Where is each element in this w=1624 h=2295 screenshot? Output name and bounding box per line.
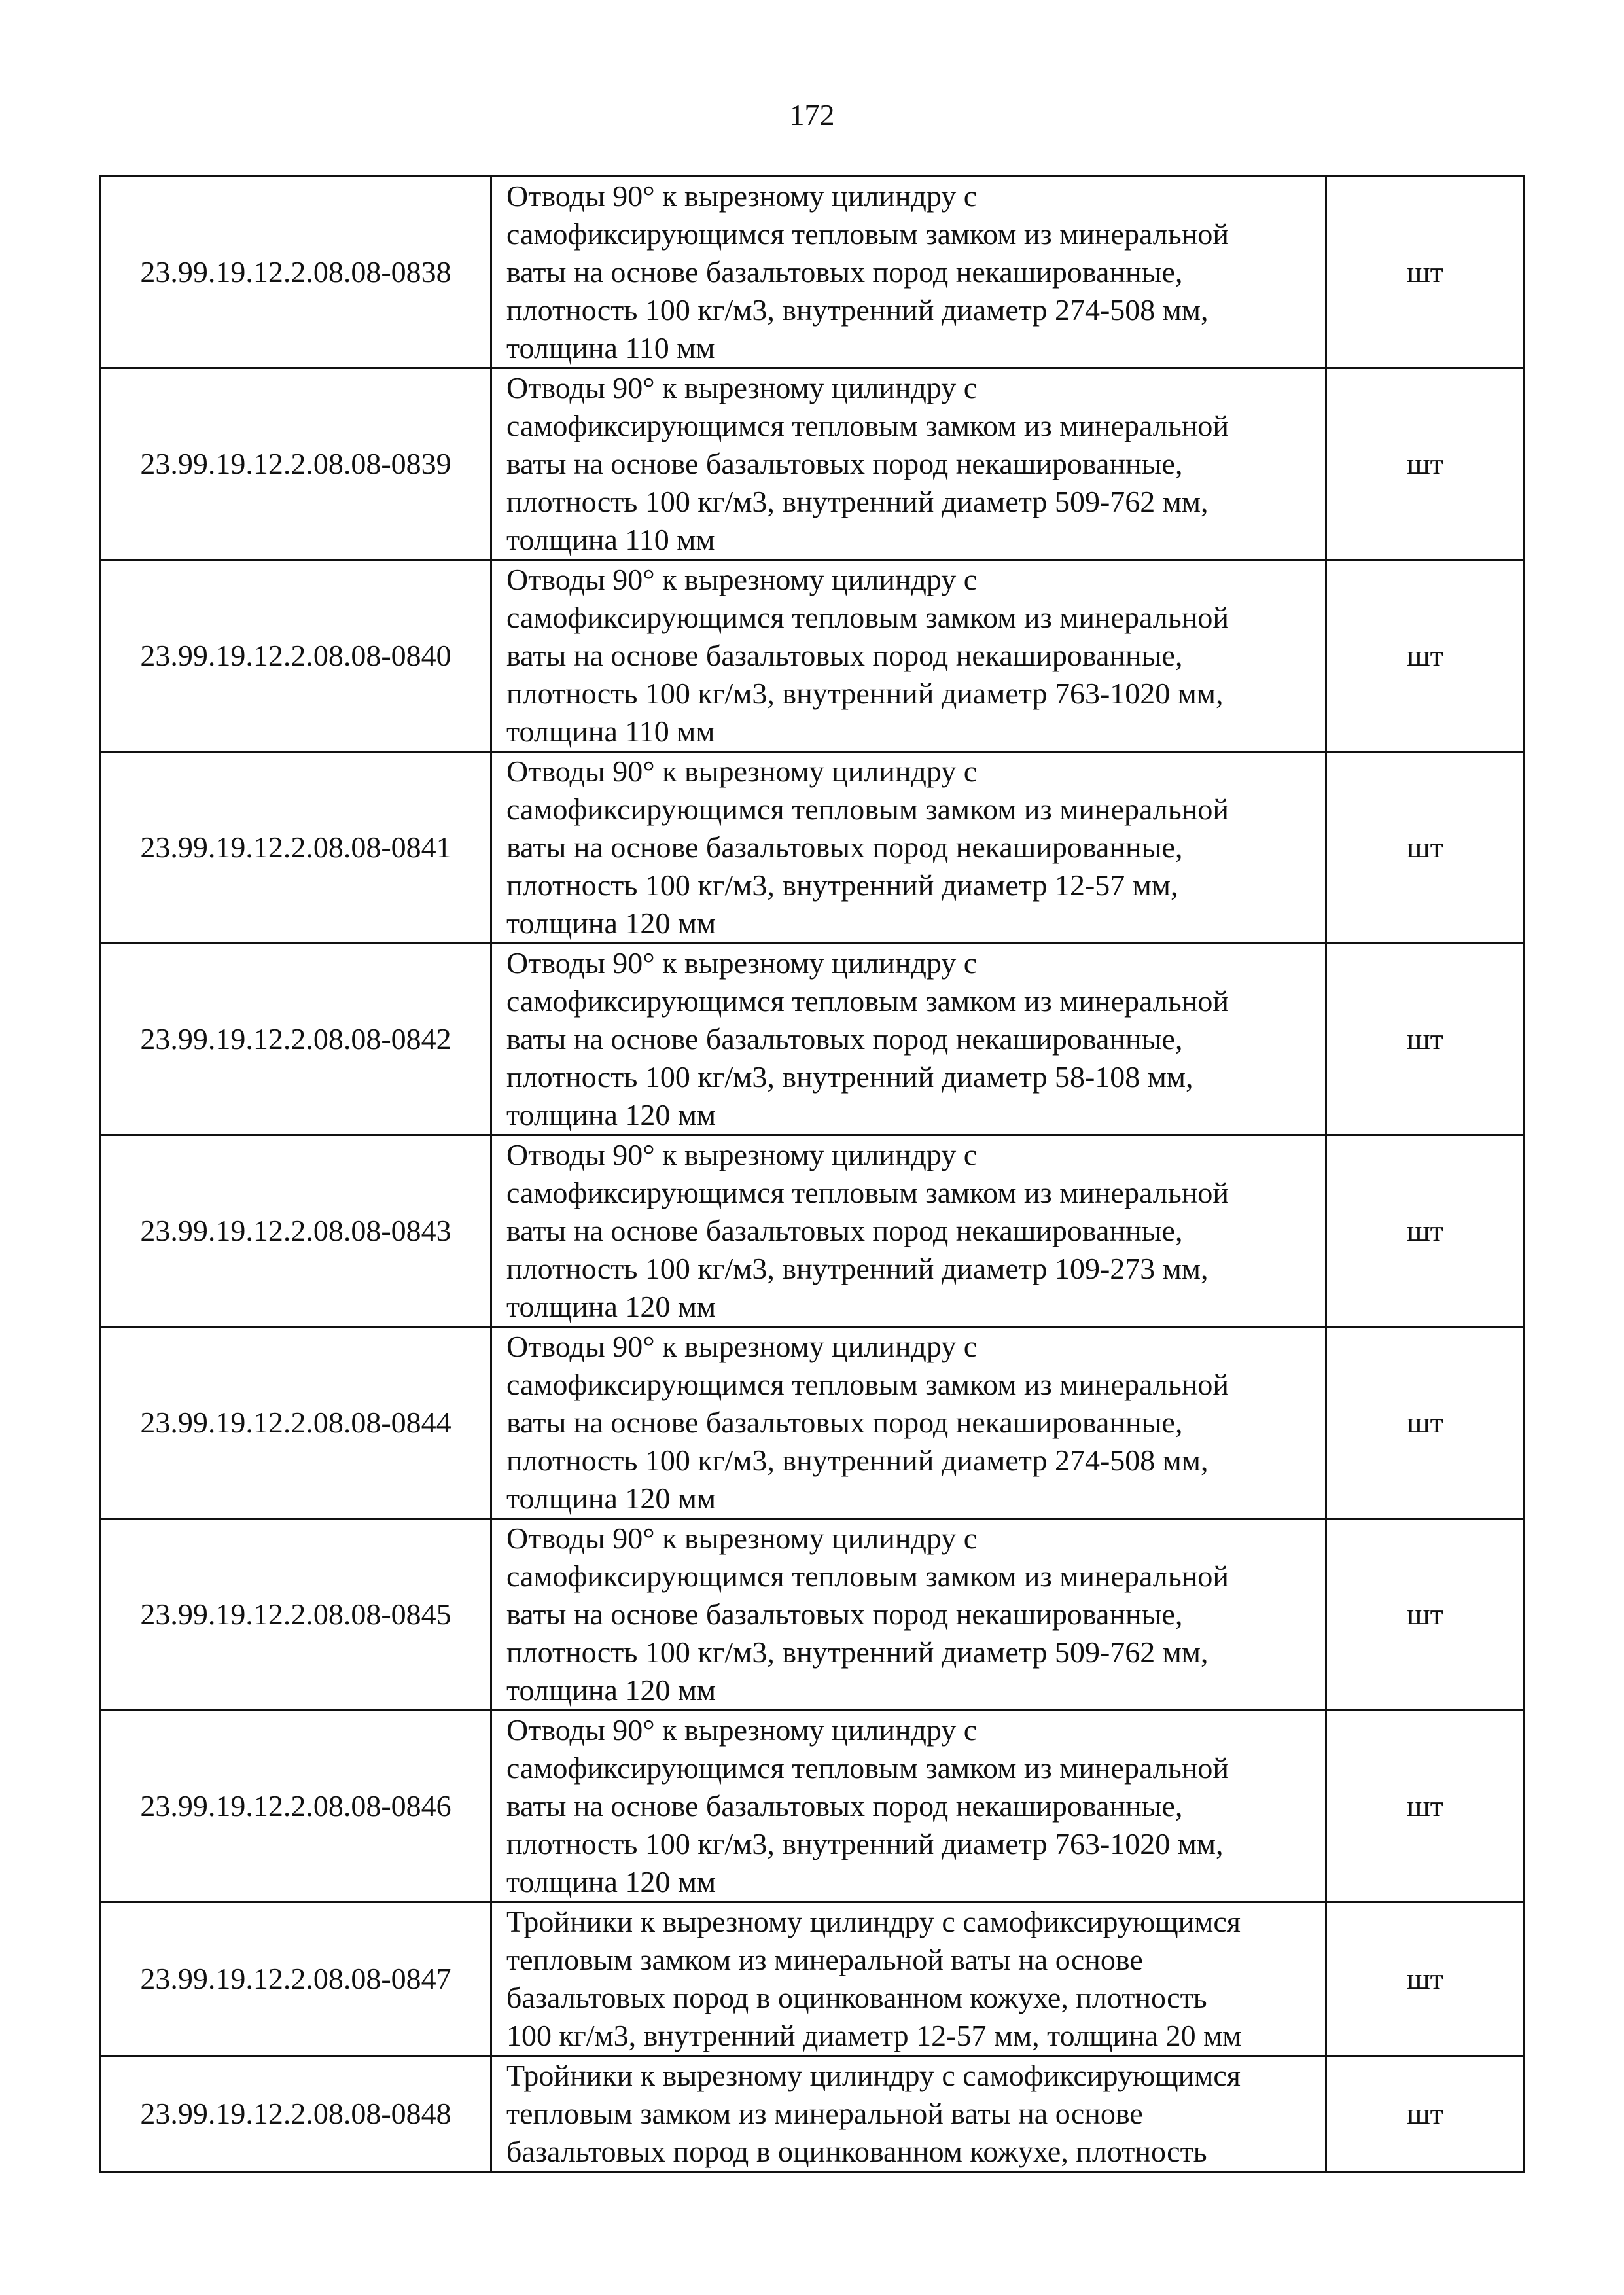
description-line: тепловым замком из минеральной ваты на основе xyxy=(506,2097,1143,2130)
unit-cell: шт xyxy=(1326,1902,1525,2056)
resource-code-cell: 23.99.19.12.2.08.08-0841 xyxy=(101,752,491,944)
resource-description-cell xyxy=(491,1711,1326,1902)
description-line: ваты на основе базальтовых пород некашированные, xyxy=(506,1022,1183,1056)
description-line: толщина 120 мм xyxy=(506,1865,716,1898)
resource-code-cell: 23.99.19.12.2.08.08-0843 xyxy=(101,1135,491,1327)
resource-code-cell: 23.99.19.12.2.08.08-0842 xyxy=(101,944,491,1135)
description-line: самофиксирующимся тепловым замком из минеральной xyxy=(506,1368,1229,1401)
description-line: плотность 100 кг/м3, внутренний диаметр 763-1020 мм, xyxy=(506,677,1224,710)
resource-description-cell xyxy=(491,2056,1326,2172)
description-line: самофиксирующимся тепловым замком из минеральной xyxy=(506,1559,1229,1593)
description-line: плотность 100 кг/м3, внутренний диаметр 12-57 мм, xyxy=(506,868,1178,902)
description-line: плотность 100 кг/м3, внутренний диаметр 509-762 мм, xyxy=(506,1635,1209,1669)
description-line: Отводы 90° к вырезному цилиндру с xyxy=(506,946,978,980)
resource-description-cell xyxy=(491,1519,1326,1711)
description-line: толщина 120 мм xyxy=(506,1482,716,1515)
unit-cell: шт xyxy=(1326,560,1525,752)
resource-description-cell xyxy=(491,944,1326,1135)
table-row xyxy=(101,752,1525,944)
description-line: толщина 120 мм xyxy=(506,1673,716,1707)
description-line: толщина 120 мм xyxy=(506,1098,716,1131)
description-line: ваты на основе базальтовых пород некашированные, xyxy=(506,830,1183,864)
resource-code-cell: 23.99.19.12.2.08.08-0847 xyxy=(101,1902,491,2056)
description-line: ваты на основе базальтовых пород некашированные, xyxy=(506,1214,1183,1247)
resource-code-cell: 23.99.19.12.2.08.08-0848 xyxy=(101,2056,491,2172)
resource-description-cell xyxy=(491,1902,1326,2056)
description-line: плотность 100 кг/м3, внутренний диаметр 274-508 мм, xyxy=(506,293,1209,327)
description-line: самофиксирующимся тепловым замком из минеральной xyxy=(506,601,1229,634)
unit-cell: шт xyxy=(1326,1327,1525,1519)
description-line: Отводы 90° к вырезному цилиндру с xyxy=(506,1521,978,1555)
table-row xyxy=(101,1902,1525,2056)
description-line: тепловым замком из минеральной ваты на основе xyxy=(506,1943,1143,1976)
table-row xyxy=(101,1711,1525,1902)
unit-cell: шт xyxy=(1326,944,1525,1135)
description-line: Отводы 90° к вырезному цилиндру с xyxy=(506,1330,978,1363)
description-line: ваты на основе базальтовых пород некашированные, xyxy=(506,255,1183,289)
description-line: ваты на основе базальтовых пород некашированные, xyxy=(506,1406,1183,1439)
table-row xyxy=(101,560,1525,752)
unit-cell: шт xyxy=(1326,1711,1525,1902)
table-row xyxy=(101,368,1525,560)
description-line: 100 кг/м3, внутренний диаметр 12-57 мм, толщина 20 мм xyxy=(506,2019,1242,2052)
table-row xyxy=(101,1327,1525,1519)
description-line: толщина 120 мм xyxy=(506,1290,716,1323)
description-line: ваты на основе базальтовых пород некашированные, xyxy=(506,639,1183,672)
resource-description-cell xyxy=(491,368,1326,560)
unit-cell: шт xyxy=(1326,1135,1525,1327)
resource-description-cell xyxy=(491,1327,1326,1519)
description-line: Отводы 90° к вырезному цилиндру с xyxy=(506,371,978,404)
description-line: плотность 100 кг/м3, внутренний диаметр 509-762 мм, xyxy=(506,485,1209,518)
unit-cell: шт xyxy=(1326,752,1525,944)
description-line: плотность 100 кг/м3, внутренний диаметр 763-1020 мм, xyxy=(506,1827,1224,1860)
unit-cell: шт xyxy=(1326,1519,1525,1711)
description-line: толщина 110 мм xyxy=(506,523,715,556)
resource-table-body xyxy=(101,177,1525,2172)
resource-table xyxy=(99,175,1525,2173)
resource-description-cell xyxy=(491,560,1326,752)
description-line: Отводы 90° к вырезному цилиндру с xyxy=(506,563,978,596)
table-row xyxy=(101,1519,1525,1711)
description-line: ваты на основе базальтовых пород некашированные, xyxy=(506,1597,1183,1631)
resource-code-cell: 23.99.19.12.2.08.08-0838 xyxy=(101,177,491,368)
table-row xyxy=(101,2056,1525,2172)
description-line: самофиксирующимся тепловым замком из минеральной xyxy=(506,217,1229,251)
description-line: плотность 100 кг/м3, внутренний диаметр 58-108 мм, xyxy=(506,1060,1193,1094)
description-line: ваты на основе базальтовых пород некашированные, xyxy=(506,447,1183,480)
resource-code-cell: 23.99.19.12.2.08.08-0844 xyxy=(101,1327,491,1519)
description-line: самофиксирующимся тепловым замком из минеральной xyxy=(506,1751,1229,1785)
description-line: ваты на основе базальтовых пород некашированные, xyxy=(506,1789,1183,1823)
description-line: плотность 100 кг/м3, внутренний диаметр 274-508 мм, xyxy=(506,1444,1209,1477)
resource-code-cell: 23.99.19.12.2.08.08-0840 xyxy=(101,560,491,752)
description-line: толщина 110 мм xyxy=(506,715,715,748)
resource-code-cell: 23.99.19.12.2.08.08-0839 xyxy=(101,368,491,560)
resource-description-cell xyxy=(491,1135,1326,1327)
description-line: плотность 100 кг/м3, внутренний диаметр 109-273 мм, xyxy=(506,1252,1209,1285)
resource-description-cell xyxy=(491,752,1326,944)
resource-code-cell: 23.99.19.12.2.08.08-0846 xyxy=(101,1711,491,1902)
resource-description-cell xyxy=(491,177,1326,368)
description-line: толщина 110 мм xyxy=(506,331,715,365)
description-line: самофиксирующимся тепловым замком из минеральной xyxy=(506,1176,1229,1209)
description-line: Тройники к вырезному цилиндру с самофиксирующимся xyxy=(506,1905,1241,1938)
unit-cell: шт xyxy=(1326,2056,1525,2172)
description-line: базальтовых пород в оцинкованном кожухе, плотность xyxy=(506,1981,1207,2014)
table-row xyxy=(101,177,1525,368)
description-line: базальтовых пород в оцинкованном кожухе, плотность xyxy=(506,2135,1207,2168)
description-line: Отводы 90° к вырезному цилиндру с xyxy=(506,1713,978,1747)
table-row xyxy=(101,944,1525,1135)
description-line: самофиксирующимся тепловым замком из минеральной xyxy=(506,792,1229,826)
description-line: Отводы 90° к вырезному цилиндру с xyxy=(506,1138,978,1171)
description-line: Отводы 90° к вырезному цилиндру с xyxy=(506,755,978,788)
description-line: Тройники к вырезному цилиндру с самофиксирующимся xyxy=(506,2059,1241,2092)
description-line: самофиксирующимся тепловым замком из минеральной xyxy=(506,409,1229,442)
description-line: толщина 120 мм xyxy=(506,906,716,940)
page-number: 172 xyxy=(789,98,835,132)
description-line: Отводы 90° к вырезному цилиндру с xyxy=(506,179,978,213)
unit-cell: шт xyxy=(1326,177,1525,368)
unit-cell: шт xyxy=(1326,368,1525,560)
table-row xyxy=(101,1135,1525,1327)
description-line: самофиксирующимся тепловым замком из минеральной xyxy=(506,984,1229,1018)
resource-code-cell: 23.99.19.12.2.08.08-0845 xyxy=(101,1519,491,1711)
